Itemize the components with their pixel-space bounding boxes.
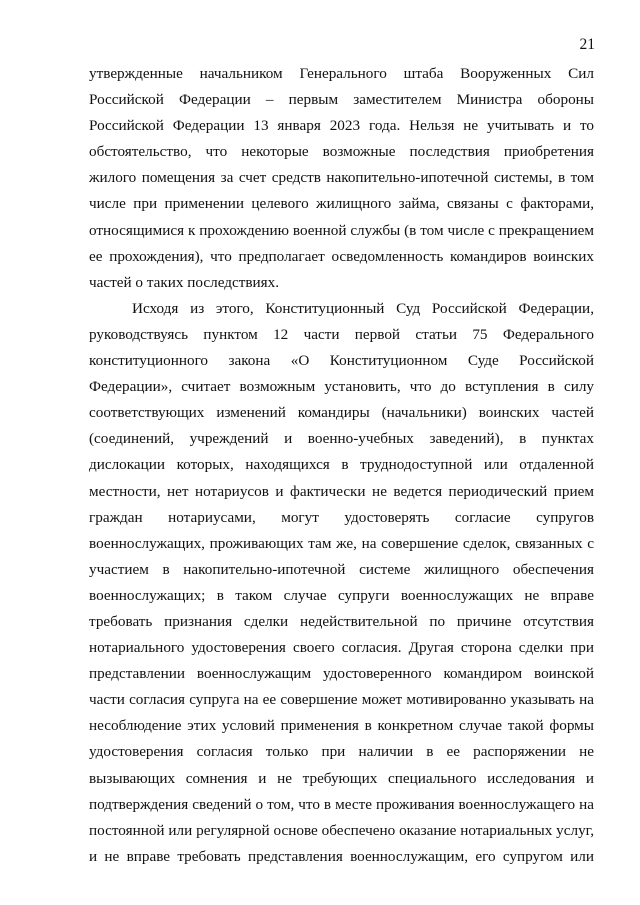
text-line: постоянной или регулярной основе обеспечено оказание нотариальных услуг, <box>89 821 594 839</box>
text-line: и не вправе требовать представления военнослужащим, его супругом или <box>89 847 594 865</box>
text-line: конституционного закона «О Конституционном Суде Российской <box>89 352 594 370</box>
text-line: вызывающих сомнения и не требующих специального исследования и <box>89 769 594 787</box>
text-line: несоблюдение этих условий применения в конкретном случае такой формы <box>89 717 594 735</box>
text-line: относящимися к прохождению военной службы (в том числе с прекращением <box>89 221 594 239</box>
text-line: участием в накопительно-ипотечной системе жилищного обеспечения <box>89 560 594 578</box>
page-number: 21 <box>579 36 595 53</box>
text-line: требовать признания сделки недействительной по причине отсутствия <box>89 612 594 630</box>
text-line: представлении военнослужащим удостоверенного командиром воинской <box>89 665 594 683</box>
paragraph-2 <box>89 296 594 870</box>
paragraph-1 <box>89 61 594 296</box>
text-line: числе при применении целевого жилищного займа, связаны с факторами, <box>89 195 594 213</box>
text-line: удостоверения согласия только при наличии в ее распоряжении не <box>89 743 594 761</box>
text-line: нотариального удостоверения своего согласия. Другая сторона сделки при <box>89 639 594 657</box>
text-line: военнослужащих; в таком случае супруги военнослужащих не вправе <box>89 586 594 604</box>
text-line: соответствующих изменений командиры (начальники) воинских частей <box>89 404 594 422</box>
text-line: (соединений, учреждений и военно-учебных заведений), в пунктах <box>89 430 594 448</box>
text-line: местности, нет нотариусов и фактически не ведется периодический прием <box>89 482 594 500</box>
text-line: обстоятельство, что некоторые возможные последствия приобретения <box>89 143 594 161</box>
text-line: подтверждения сведений о том, что в месте проживания военнослужащего на <box>89 795 594 813</box>
text-line: дислокации которых, находящихся в труднодоступной или отдаленной <box>89 456 594 474</box>
text-line: утвержденные начальником Генерального штаба Вооруженных Сил <box>89 65 594 82</box>
text-line: Исходя из этого, Конституционный Суд Российской Федерации, <box>132 299 594 317</box>
text-line: жилого помещения за счет средств накопительно-ипотечной системы, в том <box>89 169 594 187</box>
text-line: Федерации», считает возможным установить, что до вступления в силу <box>89 378 594 396</box>
text-line: военнослужащих, проживающих там же, на совершение сделок, связанных с <box>89 534 594 552</box>
text-line: части согласия супруга на ее совершение может мотивированно указывать на <box>89 691 594 709</box>
text-line: ее прохождения), что предполагает осведомленность командиров воинских <box>89 247 594 265</box>
text-line: руководствуясь пунктом 12 части первой статьи 75 Федерального <box>89 325 594 343</box>
text-line: граждан нотариусами, могут удостоверять согласие супругов <box>89 508 594 526</box>
text-line: Российской Федерации 13 января 2023 года. Нельзя не учитывать и то <box>89 117 594 135</box>
body-text <box>89 61 594 870</box>
text-line: Российской Федерации – первым заместителем Министра обороны <box>89 91 594 109</box>
text-line: частей о таких последствиях. <box>89 273 280 291</box>
